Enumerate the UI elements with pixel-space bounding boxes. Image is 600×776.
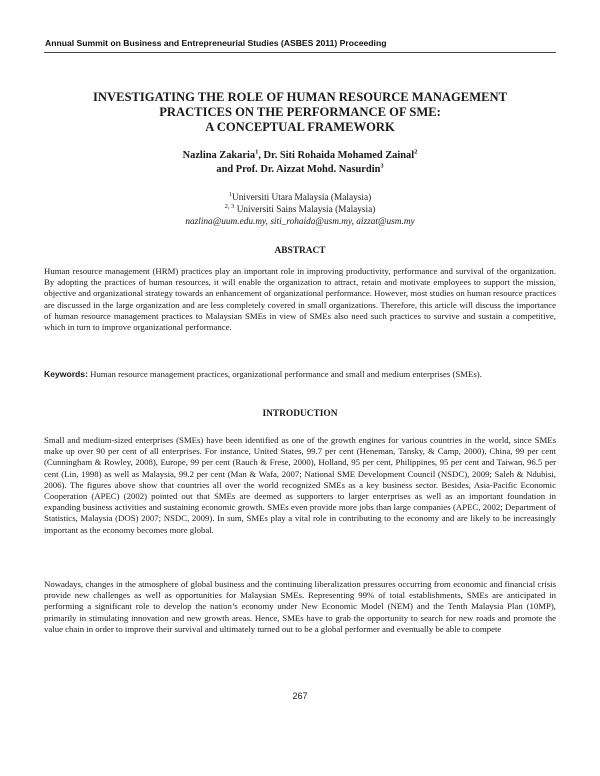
author-3-name: Prof. Dr. Aizzat Mohd. Nasurdin [235, 164, 381, 175]
author-3-sup: 3 [380, 162, 384, 170]
running-head: Annual Summit on Business and Entrepreneurial Studies (ASBES 2011) Proceeding [45, 38, 387, 48]
abstract-heading: ABSTRACT [274, 246, 326, 256]
title-line-2: PRACTICES ON THE PERFORMANCE OF SME: [159, 105, 441, 119]
affiliation-1 [40, 192, 560, 204]
author-separator: , [258, 150, 264, 161]
author-2-name: Dr. Siti Rohaida Mohamed Zainal [263, 150, 415, 161]
header-rule [44, 52, 556, 53]
affiliation-1-text: Universiti Utara Malaysia (Malaysia) [232, 193, 372, 203]
affiliation-2-text: Universiti Sains Malaysia (Malaysia) [234, 205, 376, 215]
author-line-2-prefix: and [216, 164, 236, 175]
title-line-3: A CONCEPTUAL FRAMEWORK [205, 120, 395, 134]
affiliation-2 [40, 204, 560, 216]
keywords [44, 369, 556, 380]
affiliations [40, 192, 560, 228]
introduction-paragraph-1: Small and medium-sized enterprises (SMEs) have been identified as one of the growth engines for various countries in the world, since SMEs make up over 90 per cent of all enterprises. For instance, United States, 99.7 per cent (Heneman, Tansky, & Camp, 2000), China, 99 per cent (Cunningham & Rowley, 2008), Europe, 99 per cent (Rauch & Frese, 2000), Holland, 95 per cent, Philippines, 95 per cent and Taiwan, 96.5 per cent (Lin, 1998) as well as Malaysia, 99.2 per cent (Man & Wafa, 2007; National SME Development Council (NSDC), 2009; Saleh & Ndubisi, 2006). The figures above show that countries all over the world recognized SMEs as a key business sector. Besides, Asia-Pacific Economic Cooperation (APEC) (2002) pointed out that SMEs are deemed as supporters to larger enterprises as well as an important foundation in expanding business activities and sustaining economic growth. SMEs even provide more jobs than large companies (APEC, 2002; Department of Statistics, Malaysia (DOS) 2007; NSDC, 2009). In sum, SMEs play a vital role in contributing to the economy and are likely to be increasingly important as the economy becomes more global. [44, 435, 556, 535]
author-list [40, 149, 560, 177]
introduction-paragraph-2: Nowadays, changes in the atmosphere of global business and the continuing liberalization pressures occurring from economic and financial crisis provide new challenges as well as opportunities for Malaysian SMEs. Representing 99% of total establishments, SMEs are anticipated in performing a significant role to develop the nation’s economy under New Economic Model (NEM) and the Tenth Malaysia Plan (10MP), primarily in stimulating innovation and new growth areas. Hence, SMEs have to grab the opportunity to search for new roads and promote the value chain in order to improve their survival and ultimately turned out to be a global performer and eventually be able to compete [44, 579, 556, 634]
author-emails: nazlina@uum.edu.my, siti_rohaida@usm.my, aizzat@usm.my [185, 217, 415, 227]
paper-title [40, 90, 560, 135]
abstract-text: Human resource management (HRM) practices play an important role in improving productivity, performance and survival of the organization. By adopting the practices of human resources, it will enable the organization to attract, retain and motivate employees to support the mission, objective and organizational strategy towards an enhancement of organizational performance. However, most studies on human resource practices are discussed in the large organization and are less completely covered in small organizations. Therefore, this article will discuss the importance of human resource management practices to Malaysian SMEs in view of SMEs also need such practices to survive and sustain a competitive, which in turn to improve organizational performance. [44, 266, 556, 333]
author-2-sup: 2 [414, 148, 418, 156]
author-line-2 [40, 163, 560, 177]
keywords-label: Keywords: [44, 369, 88, 379]
author-1-sup: 1 [255, 148, 259, 156]
author-line-1 [40, 149, 560, 163]
title-line-1: INVESTIGATING THE ROLE OF HUMAN RESOURCE MANAGEMENT [92, 90, 507, 104]
introduction-heading: INTRODUCTION [262, 409, 338, 419]
page-number: 267 [292, 691, 308, 701]
author-1-name: Nazlina Zakaria [182, 150, 256, 161]
affiliation-1-sup: 1 [228, 190, 233, 198]
affiliation-2-sup: 2, 3 [224, 202, 235, 210]
keywords-text: Human resource management practices, organizational performance and small and medium enterprises (SMEs). [87, 369, 482, 379]
